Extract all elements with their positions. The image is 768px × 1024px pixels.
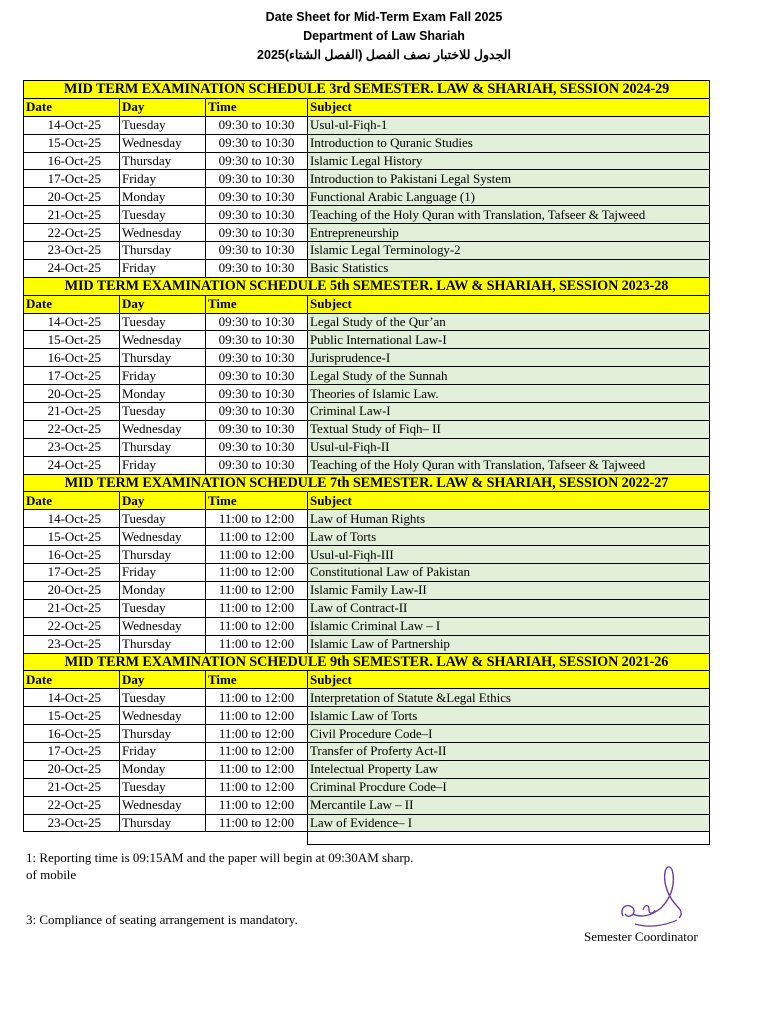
cell-time: 09:30 to 10:30 (206, 403, 308, 421)
cell-subject: Islamic Law of Torts (308, 707, 710, 725)
section-title-row (24, 277, 710, 295)
header-date: Date (24, 671, 120, 689)
table-row (24, 331, 710, 349)
cell-subject: Transfer of Proferty Act-II (308, 742, 710, 760)
cell-date: 20-Oct-25 (24, 760, 120, 778)
cell-time: 11:00 to 12:00 (206, 796, 308, 814)
cell-day: Wednesday (120, 707, 206, 725)
table-row (24, 456, 710, 474)
cell-date: 21-Oct-25 (24, 778, 120, 796)
header-date: Date (24, 98, 120, 116)
cell-subject: Teaching of the Holy Quran with Translation, Tafseer & Tajweed (308, 456, 710, 474)
cell-day: Monday (120, 760, 206, 778)
cell-date: 24-Oct-25 (24, 259, 120, 277)
cell-date: 23-Oct-25 (24, 814, 120, 832)
cell-date: 23-Oct-25 (24, 635, 120, 653)
column-header-row (24, 492, 710, 510)
section-title-row (24, 653, 710, 671)
table-row (24, 760, 710, 778)
cell-date: 20-Oct-25 (24, 581, 120, 599)
cell-date: 16-Oct-25 (24, 725, 120, 743)
cell-subject: Public International Law-I (308, 331, 710, 349)
table-row (24, 242, 710, 260)
cell-date: 15-Oct-25 (24, 528, 120, 546)
cell-time: 09:30 to 10:30 (206, 116, 308, 134)
note-reporting-time: 1: Reporting time is 09:15AM and the paper will begin at 09:30AM sharp. (26, 850, 414, 865)
cell-date: 15-Oct-25 (24, 331, 120, 349)
section-title: MID TERM EXAMINATION SCHEDULE 9th SEMESTER. LAW & SHARIAH, SESSION 2021-26 (24, 653, 710, 671)
cell-date: 17-Oct-25 (24, 170, 120, 188)
cell-day: Friday (120, 456, 206, 474)
cell-date: 22-Oct-25 (24, 224, 120, 242)
cell-time: 09:30 to 10:30 (206, 331, 308, 349)
cell-time: 09:30 to 10:30 (206, 170, 308, 188)
signature-image (617, 858, 687, 930)
cell-time: 09:30 to 10:30 (206, 438, 308, 456)
cell-time: 11:00 to 12:00 (206, 707, 308, 725)
cell-time: 11:00 to 12:00 (206, 546, 308, 564)
table-row (24, 564, 710, 582)
cell-day: Monday (120, 581, 206, 599)
cell-day: Tuesday (120, 116, 206, 134)
cell-date: 22-Oct-25 (24, 420, 120, 438)
cell-date: 16-Oct-25 (24, 152, 120, 170)
table-row (24, 814, 710, 832)
notes (26, 849, 413, 928)
cell-subject: Basic Statistics (308, 259, 710, 277)
table-row (24, 599, 710, 617)
cell-time: 09:30 to 10:30 (206, 349, 308, 367)
header-subject: Subject (308, 98, 710, 116)
cell-day: Thursday (120, 152, 206, 170)
cell-subject: Law of Contract-II (308, 599, 710, 617)
header-title: Date Sheet for Mid-Term Exam Fall 2025 (265, 10, 503, 24)
table-row (24, 224, 710, 242)
cell-time: 11:00 to 12:00 (206, 510, 308, 528)
cell-time: 11:00 to 12:00 (206, 689, 308, 707)
cell-time: 09:30 to 10:30 (206, 420, 308, 438)
table-row (24, 367, 710, 385)
cell-day: Friday (120, 259, 206, 277)
cell-time: 11:00 to 12:00 (206, 778, 308, 796)
table-row (24, 206, 710, 224)
cell-subject: Intelectual Property Law (308, 760, 710, 778)
cell-subject: Criminal Law-I (308, 403, 710, 421)
cell-time: 11:00 to 12:00 (206, 814, 308, 832)
cell-day: Wednesday (120, 134, 206, 152)
table-row (24, 707, 710, 725)
cell-time: 09:30 to 10:30 (206, 367, 308, 385)
cell-time: 09:30 to 10:30 (206, 313, 308, 331)
cell-subject: Interpretation of Statute &Legal Ethics (308, 689, 710, 707)
cell-day: Tuesday (120, 599, 206, 617)
cell-day: Thursday (120, 814, 206, 832)
header-date: Date (24, 295, 120, 313)
cell-subject: Legal Study of the Qur’an (308, 313, 710, 331)
cell-subject: Teaching of the Holy Quran with Translation, Tafseer & Tajweed (308, 206, 710, 224)
cell-date: 15-Oct-25 (24, 134, 120, 152)
cell-date: 24-Oct-25 (24, 456, 120, 474)
cell-subject: Textual Study of Fiqh– II (308, 420, 710, 438)
cell-subject: Islamic Legal Terminology-2 (308, 242, 710, 260)
cell-date: 14-Oct-25 (24, 116, 120, 134)
header-subject: Subject (308, 671, 710, 689)
cell-date: 14-Oct-25 (24, 510, 120, 528)
cell-subject: Law of Torts (308, 528, 710, 546)
table-row (24, 689, 710, 707)
cell-day: Friday (120, 564, 206, 582)
cell-time: 11:00 to 12:00 (206, 528, 308, 546)
cell-day: Wednesday (120, 796, 206, 814)
cell-time: 09:30 to 10:30 (206, 259, 308, 277)
cell-day: Monday (120, 385, 206, 403)
cell-time: 11:00 to 12:00 (206, 564, 308, 582)
cell-subject: Constitutional Law of Pakistan (308, 564, 710, 582)
cell-time: 09:30 to 10:30 (206, 456, 308, 474)
table-row (24, 528, 710, 546)
table-row (24, 349, 710, 367)
column-header-row (24, 295, 710, 313)
table-row (24, 188, 710, 206)
table-row (24, 259, 710, 277)
header-day: Day (120, 492, 206, 510)
section-title: MID TERM EXAMINATION SCHEDULE 5th SEMESTER. LAW & SHARIAH, SESSION 2023-28 (24, 277, 710, 295)
cell-date: 16-Oct-25 (24, 349, 120, 367)
header-day: Day (120, 671, 206, 689)
note-seating: 3: Compliance of seating arrangement is mandatory. (26, 912, 298, 927)
cell-day: Friday (120, 170, 206, 188)
note-mobile: of mobile (26, 867, 77, 882)
table-row (24, 170, 710, 188)
cell-day: Friday (120, 367, 206, 385)
cell-time: 09:30 to 10:30 (206, 206, 308, 224)
cell-subject: Theories of Islamic Law. (308, 385, 710, 403)
section-title: MID TERM EXAMINATION SCHEDULE 3rd SEMESTER. LAW & SHARIAH, SESSION 2024-29 (24, 81, 710, 99)
header-date: Date (24, 492, 120, 510)
cell-day: Wednesday (120, 528, 206, 546)
cell-subject: Islamic Criminal Law – I (308, 617, 710, 635)
header-subject: Subject (308, 492, 710, 510)
table-end-cell-0 (24, 832, 120, 845)
cell-day: Friday (120, 742, 206, 760)
cell-subject: Mercantile Law – II (308, 796, 710, 814)
cell-date: 21-Oct-25 (24, 403, 120, 421)
cell-date: 15-Oct-25 (24, 707, 120, 725)
cell-time: 09:30 to 10:30 (206, 152, 308, 170)
cell-day: Wednesday (120, 420, 206, 438)
cell-day: Thursday (120, 242, 206, 260)
column-header-row (24, 98, 710, 116)
cell-date: 21-Oct-25 (24, 599, 120, 617)
exam-schedule-table (23, 80, 710, 845)
cell-subject: Islamic Family Law-II (308, 581, 710, 599)
table-end-cell-3 (308, 832, 710, 845)
cell-date: 17-Oct-25 (24, 564, 120, 582)
cell-day: Tuesday (120, 313, 206, 331)
table-row (24, 796, 710, 814)
cell-day: Thursday (120, 349, 206, 367)
cell-date: 23-Oct-25 (24, 242, 120, 260)
table-end-cell-1 (120, 832, 206, 845)
table-row (24, 385, 710, 403)
cell-subject: Legal Study of the Sunnah (308, 367, 710, 385)
cell-date: 17-Oct-25 (24, 367, 120, 385)
cell-date: 14-Oct-25 (24, 689, 120, 707)
cell-subject: Introduction to Quranic Studies (308, 134, 710, 152)
table-row (24, 617, 710, 635)
cell-day: Wednesday (120, 617, 206, 635)
table-row (24, 438, 710, 456)
cell-subject: Usul-ul-Fiqh-II (308, 438, 710, 456)
cell-date: 16-Oct-25 (24, 546, 120, 564)
cell-day: Monday (120, 188, 206, 206)
cell-time: 11:00 to 12:00 (206, 635, 308, 653)
cell-day: Wednesday (120, 331, 206, 349)
cell-date: 20-Oct-25 (24, 188, 120, 206)
cell-subject: Introduction to Pakistani Legal System (308, 170, 710, 188)
header-time: Time (206, 492, 308, 510)
cell-subject: Law of Human Rights (308, 510, 710, 528)
table-row (24, 725, 710, 743)
cell-date: 17-Oct-25 (24, 742, 120, 760)
cell-subject: Jurisprudence-I (308, 349, 710, 367)
table-row (24, 152, 710, 170)
signature-label: Semester Coordinator (584, 929, 698, 944)
cell-date: 14-Oct-25 (24, 313, 120, 331)
header-time: Time (206, 295, 308, 313)
cell-subject: Entrepreneurship (308, 224, 710, 242)
header-subject: Subject (308, 295, 710, 313)
cell-date: 20-Oct-25 (24, 385, 120, 403)
cell-day: Thursday (120, 725, 206, 743)
cell-date: 21-Oct-25 (24, 206, 120, 224)
cell-time: 11:00 to 12:00 (206, 725, 308, 743)
section-title-row (24, 474, 710, 492)
table-row (24, 420, 710, 438)
document-header (0, 8, 768, 65)
cell-time: 11:00 to 12:00 (206, 581, 308, 599)
cell-time: 09:30 to 10:30 (206, 224, 308, 242)
header-time: Time (206, 671, 308, 689)
cell-time: 11:00 to 12:00 (206, 742, 308, 760)
header-day: Day (120, 98, 206, 116)
cell-day: Thursday (120, 635, 206, 653)
table-row (24, 581, 710, 599)
cell-day: Thursday (120, 438, 206, 456)
cell-subject: Usul-ul-Fiqh-1 (308, 116, 710, 134)
table-row (24, 134, 710, 152)
cell-date: 22-Oct-25 (24, 617, 120, 635)
table-row (24, 635, 710, 653)
cell-time: 11:00 to 12:00 (206, 760, 308, 778)
cell-subject: Criminal Procdure Code–I (308, 778, 710, 796)
cell-time: 09:30 to 10:30 (206, 134, 308, 152)
cell-subject: Islamic Legal History (308, 152, 710, 170)
table-row (24, 510, 710, 528)
cell-day: Tuesday (120, 403, 206, 421)
header-day: Day (120, 295, 206, 313)
cell-time: 11:00 to 12:00 (206, 599, 308, 617)
cell-day: Wednesday (120, 224, 206, 242)
cell-subject: Functional Arabic Language (1) (308, 188, 710, 206)
header-department: Department of Law Shariah (303, 29, 465, 43)
table-row (24, 403, 710, 421)
cell-subject: Usul-ul-Fiqh-III (308, 546, 710, 564)
column-header-row (24, 671, 710, 689)
cell-day: Tuesday (120, 689, 206, 707)
table-row (24, 546, 710, 564)
header-time: Time (206, 98, 308, 116)
cell-day: Tuesday (120, 778, 206, 796)
table-end-row (24, 832, 710, 845)
table-row (24, 742, 710, 760)
cell-date: 22-Oct-25 (24, 796, 120, 814)
cell-date: 23-Oct-25 (24, 438, 120, 456)
table-row (24, 778, 710, 796)
header-arabic-title: الجدول للاختبار نصف الفصل (الفصل الشتاء)2025 (257, 48, 511, 62)
cell-day: Tuesday (120, 206, 206, 224)
table-row (24, 116, 710, 134)
cell-subject: Islamic Law of Partnership (308, 635, 710, 653)
cell-time: 11:00 to 12:00 (206, 617, 308, 635)
section-title-row (24, 81, 710, 99)
cell-time: 09:30 to 10:30 (206, 385, 308, 403)
table-row (24, 313, 710, 331)
table-end-cell-2 (206, 832, 308, 845)
cell-time: 09:30 to 10:30 (206, 188, 308, 206)
cell-day: Thursday (120, 546, 206, 564)
cell-subject: Civil Procedure Code–I (308, 725, 710, 743)
cell-time: 09:30 to 10:30 (206, 242, 308, 260)
cell-day: Tuesday (120, 510, 206, 528)
cell-subject: Law of Evidence– I (308, 814, 710, 832)
section-title: MID TERM EXAMINATION SCHEDULE 7th SEMESTER. LAW & SHARIAH, SESSION 2022-27 (24, 474, 710, 492)
